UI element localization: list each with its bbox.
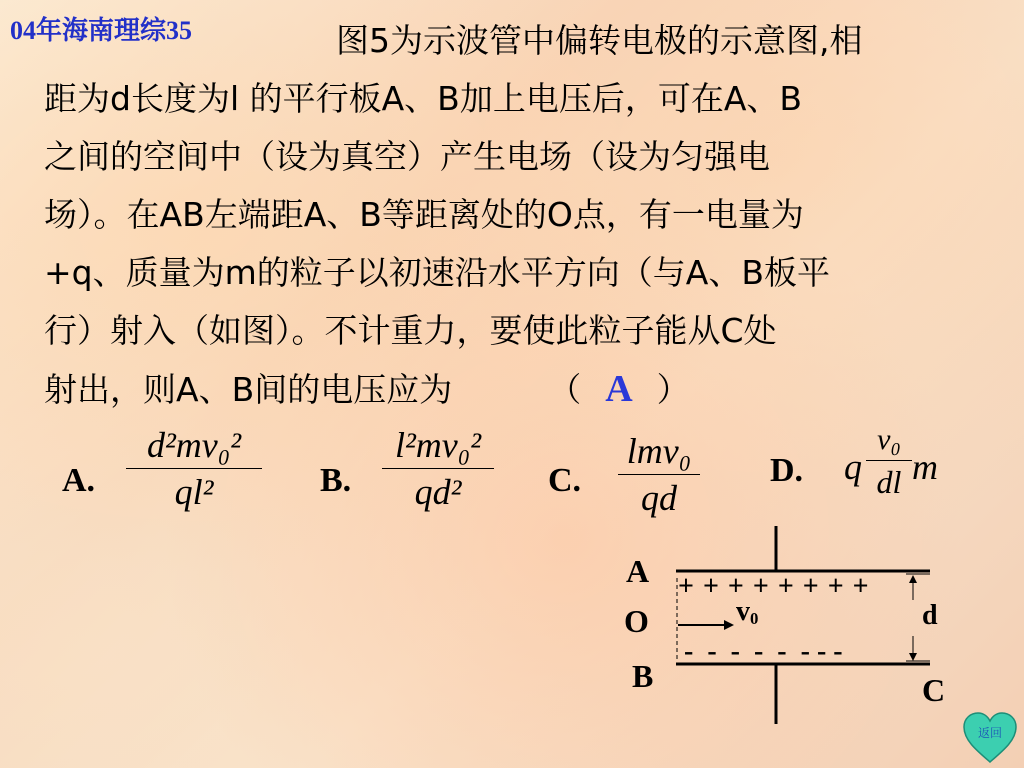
option-b-numerator: l²mv₀² <box>394 425 482 465</box>
option-a-label: A. <box>62 462 96 499</box>
option-d-numerator: v₀ <box>877 423 901 456</box>
velocity-arrow-head <box>724 620 734 630</box>
question-line-3: 之间的空间中（设为真空）产生电场（设为匀强电 <box>44 137 770 176</box>
option-d-label: D. <box>770 452 804 489</box>
return-button-label: 返回 <box>977 726 1002 740</box>
label-a: A <box>626 553 650 589</box>
label-o: O <box>624 603 649 639</box>
option-d-prefix: q <box>844 447 862 487</box>
question-line-4: 场）。在AB左端距A、B等距离处的O点，有一电量为 <box>44 195 804 234</box>
option-c-label: C. <box>548 462 582 499</box>
label-d: d <box>922 600 938 631</box>
question-line-7-text: 射出，则A、B间的电压应为 <box>44 370 453 409</box>
option-a-denominator: ql² <box>174 472 214 512</box>
paren-open: （ <box>548 370 582 409</box>
question-line-6: 行）射入（如图）。不计重力，要使此粒子能从C处 <box>44 311 777 350</box>
label-b: B <box>632 658 654 694</box>
return-button[interactable] <box>962 712 1018 764</box>
option-b-denominator: qd² <box>414 472 462 512</box>
question-line-5: +q、质量为m的粒子以初速沿水平方向（与A、B板平 <box>44 253 830 292</box>
question-line-1: 图5为示波管中偏转电极的示意图,相 <box>336 21 863 60</box>
option-b-label: B. <box>320 462 352 499</box>
d-arrow-bottom-head <box>909 653 917 661</box>
velocity-subscript: 0 <box>750 609 759 629</box>
answer-value: A <box>605 368 633 410</box>
question-line-2: 距为d长度为l 的平行板A、B加上电压后，可在A、B <box>44 79 803 118</box>
paren-close: ） <box>656 370 690 409</box>
option-c-denominator: qd <box>641 478 677 518</box>
velocity-symbol: v <box>736 596 750 627</box>
source-tag: 04年海南理综35 <box>10 16 193 45</box>
label-c: C <box>922 672 946 708</box>
option-d-denominator: dl <box>876 464 902 500</box>
d-arrow-top-head <box>909 575 917 583</box>
option-a-numerator: d²mv₀² <box>146 425 242 465</box>
plate-a-charges: + + + + + + + + <box>678 571 870 602</box>
option-d-suffix: m <box>912 447 938 487</box>
plate-b-charges: - - - - - - - - <box>684 636 843 667</box>
option-c-numerator: lmv₀ <box>626 431 692 471</box>
